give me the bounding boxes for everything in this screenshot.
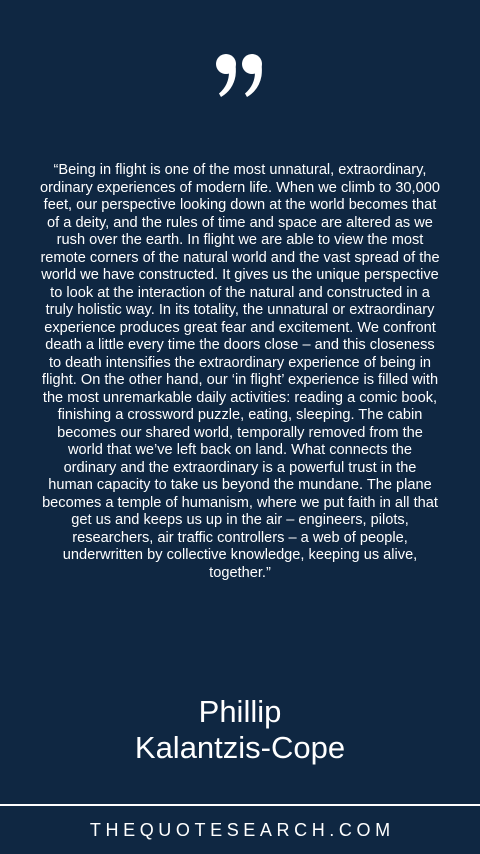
author-last-name: Kalantzis-Cope — [134, 730, 346, 765]
quotation-mark-icon — [216, 54, 264, 98]
author-first-name: Phillip — [198, 694, 282, 729]
footer-divider — [0, 804, 480, 806]
site-name: THEQUOTESEARCH.COM — [89, 820, 395, 840]
author-name — [0, 694, 480, 766]
quote-text: “Being in flight is one of the most unnatural, extraordinary, ordinary experiences of modern life. When we climb to 30,000 feet, our perspective looking down at the world becomes that of a deity, and the rules of time and space are altered as we rush over the earth. In flight we are able to view the most remote corners of the natural world and the vast spread of the world we have constructed. It gives us the unique perspective to look at the interaction of the natural and constructed in a truly holistic way. In its totality, the unnatural or extraordinary experience produces great fear and excitement. We confront death a little every time the doors close – and this closeness to death intensifies the extraordinary experience of being in flight. On the other hand, our ‘in flight’ experience is filled with the most unremarkable daily activities: reading a comic book, finishing a crossword puzzle, eating, sleeping. The cabin becomes our shared world, temporally removed from the world that we’ve left back on land. What connects the ordinary and the extraordinary is a powerful trust in the human capacity to take us beyond the mundane. The plane becomes a temple of humanism, where we put faith in all that get us and keeps us up in the air – engineers, pilots, researchers, air traffic controllers – a web of people, underwritten by collective knowledge, keeping us alive, together.” — [40, 162, 440, 581]
